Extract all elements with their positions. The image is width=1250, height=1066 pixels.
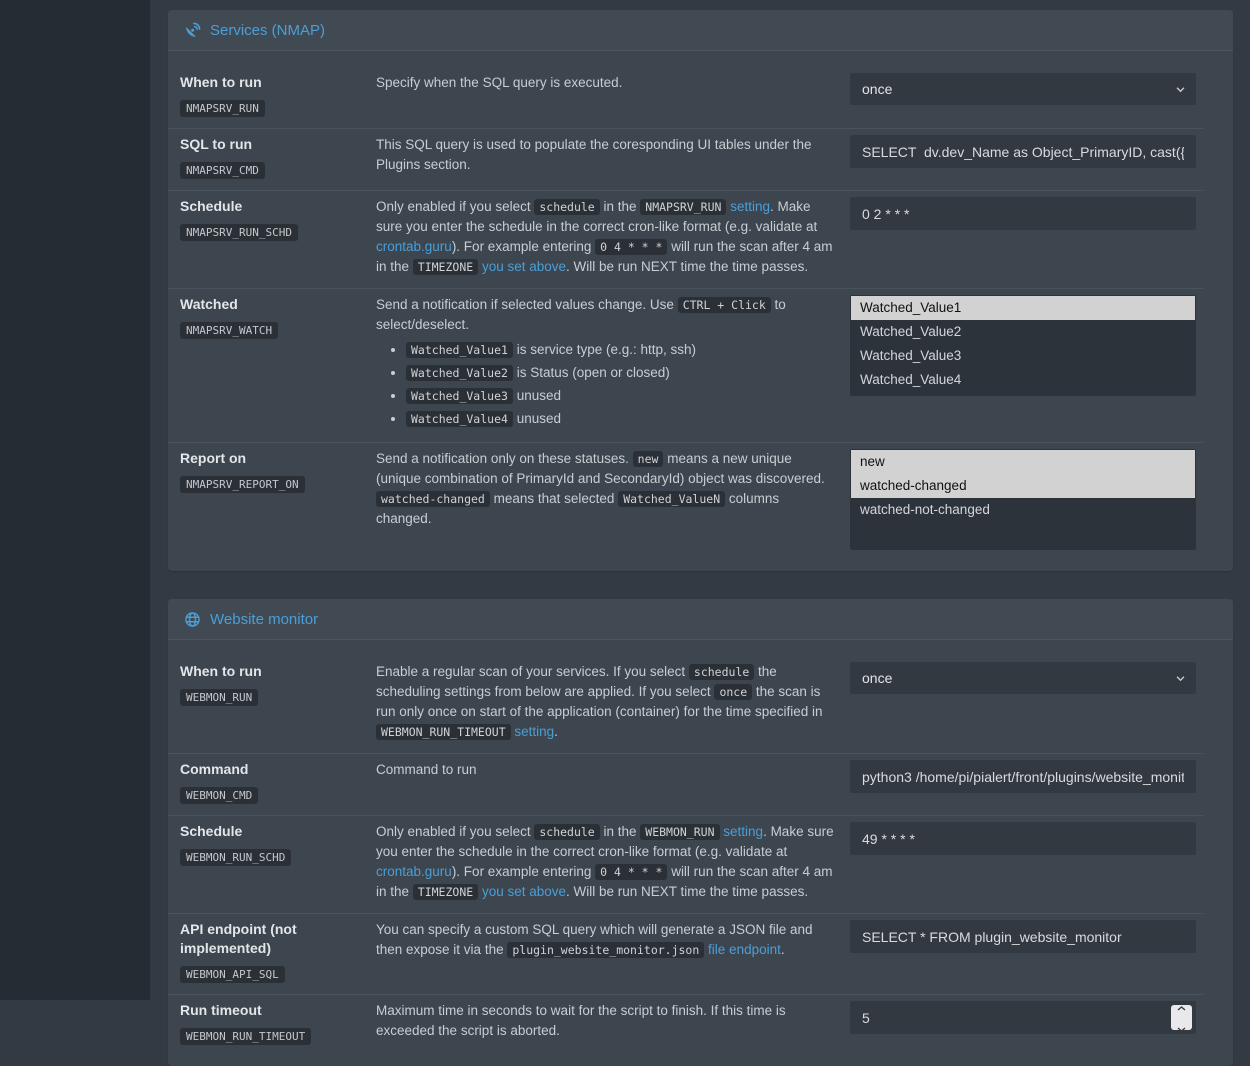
setting-description: Maximum time in seconds to wait for the script to finish. If this time is exceeded the script is aborted. xyxy=(376,1003,786,1038)
listbox-option[interactable]: new xyxy=(851,450,1195,474)
settings-content xyxy=(150,0,1250,1066)
setting-code-badge: NMAPSRV_WATCH xyxy=(180,322,278,339)
inline-code: watched-changed xyxy=(376,491,490,507)
setting-label: When to run xyxy=(180,663,262,679)
select-value: once xyxy=(862,81,893,97)
description-bullet: • Watched_Value2 is Status (open or closed) xyxy=(406,362,836,384)
inline-code: NMAPSRV_RUN xyxy=(640,199,726,215)
select-NMAPSRV_RUN[interactable] xyxy=(850,73,1196,105)
setting-row-WEBMON_RUN_TIMEOUT xyxy=(168,994,1233,1066)
number-spinner[interactable] xyxy=(1171,1005,1192,1030)
inline-code: TIMEZONE xyxy=(413,259,478,275)
setting-description: Enable a regular scan of your services. If you select schedule the scheduling settings from below are applied. If you select once the scan is run only once on start of the application (container) for the time specified in WEBMON_RUN_TIMEOUT setting. xyxy=(376,664,823,739)
setting-code-badge: NMAPSRV_CMD xyxy=(180,162,265,179)
setting-label: Report on xyxy=(180,450,247,466)
setting-code-badge: WEBMON_RUN_TIMEOUT xyxy=(180,1028,311,1045)
select-WEBMON_RUN[interactable] xyxy=(850,662,1196,694)
description-bullet: • Watched_Value3 unused xyxy=(406,385,836,407)
inline-link[interactable]: crontab.guru xyxy=(376,239,452,254)
inline-code: CTRL + Click xyxy=(678,297,771,313)
inline-code: WEBMON_RUN xyxy=(640,824,719,840)
setting-label: API endpoint (not implemented) xyxy=(180,921,297,956)
input-NMAPSRV_RUN_SCHD[interactable] xyxy=(850,197,1196,230)
setting-label: Command xyxy=(180,761,249,777)
inline-code: new xyxy=(633,451,664,467)
setting-code-badge: WEBMON_RUN_SCHD xyxy=(180,849,291,866)
chevron-down-icon xyxy=(1175,673,1186,684)
setting-label: SQL to run xyxy=(180,136,253,152)
inline-code: schedule xyxy=(534,824,599,840)
setting-description: Send a notification only on these statuses. new means a new unique (unique combination of PrimaryId and SecondaryId) object was discovered. watched-changed means that selected Watched_ValueN columns changed. xyxy=(376,451,825,526)
setting-description: Send a notification if selected values change. Use CTRL + Click to select/deselect. • Watched_Value1 is service type (e.g.: http, ssh) • Watched_Value2 is Status (open or closed) • Watched_Value3 unused • Watched_Value4 unused xyxy=(376,295,850,431)
setting-code-badge: WEBMON_CMD xyxy=(180,787,258,804)
setting-code-badge: WEBMON_RUN xyxy=(180,689,258,706)
panel-title: Services (NMAP) xyxy=(210,21,326,39)
listbox-option[interactable]: Watched_Value4 xyxy=(860,372,962,387)
input-WEBMON_API_SQL[interactable] xyxy=(850,920,1196,953)
listbox-NMAPSRV_WATCH xyxy=(850,295,1196,396)
inline-code: Watched_Value3 xyxy=(406,388,513,404)
setting-row-NMAPSRV_CMD xyxy=(168,128,1233,190)
listbox-option[interactable]: Watched_Value1 xyxy=(851,296,1195,320)
setting-label: When to run xyxy=(180,74,262,90)
setting-label: Schedule xyxy=(180,823,243,839)
setting-row-NMAPSRV_RUN_SCHD xyxy=(168,190,1233,288)
setting-description: You can specify a custom SQL query which will generate a JSON file and then expose it via the plugin_website_monitor.json file endpoint. xyxy=(376,922,813,957)
input-WEBMON_CMD[interactable] xyxy=(850,760,1196,793)
listbox-NMAPSRV_REPORT_ON xyxy=(850,449,1196,550)
setting-row-NMAPSRV_WATCH xyxy=(168,288,1233,442)
input-WEBMON_RUN_TIMEOUT[interactable] xyxy=(850,1001,1196,1034)
setting-description: Specify when the SQL query is executed. xyxy=(376,75,623,90)
description-bullet-list xyxy=(376,339,836,430)
panel-services-nmap xyxy=(168,10,1233,571)
setting-row-NMAPSRV_REPORT_ON xyxy=(168,442,1233,571)
setting-label: Run timeout xyxy=(180,1002,262,1018)
inline-code: TIMEZONE xyxy=(413,884,478,900)
listbox-option[interactable]: watched-changed xyxy=(851,474,1195,498)
globe-icon xyxy=(184,611,201,628)
inline-code: WEBMON_RUN_TIMEOUT xyxy=(376,724,511,740)
panel-website-monitor xyxy=(168,599,1233,1066)
panel-header xyxy=(168,10,1233,51)
setting-description: Only enabled if you select schedule in the NMAPSRV_RUN setting. Make sure you enter the schedule in the correct cron-like format (e.g. validate at crontab.guru). For example entering 0 4 * * * will run the scan after 4 am in the TIMEZONE you set above. Will be run NEXT time the time passes. xyxy=(376,199,833,274)
inline-code: Watched_Value4 xyxy=(406,411,513,427)
inline-code: plugin_website_monitor.json xyxy=(507,942,704,958)
listbox-option[interactable]: Watched_Value2 xyxy=(860,324,962,339)
input-WEBMON_RUN_SCHD[interactable] xyxy=(850,822,1196,855)
panel-header xyxy=(168,599,1233,640)
listbox-option[interactable]: watched-not-changed xyxy=(860,502,990,517)
inline-link[interactable]: setting xyxy=(514,724,555,739)
app-sidebar xyxy=(0,0,150,1000)
chevron-down-icon xyxy=(1175,84,1186,95)
select-value: once xyxy=(862,670,893,686)
setting-row-WEBMON_RUN_SCHD xyxy=(168,815,1233,913)
inline-code: Watched_Value2 xyxy=(406,365,513,381)
panel-title: Website monitor xyxy=(210,610,319,628)
inline-link[interactable]: file endpoint xyxy=(708,942,781,957)
setting-row-NMAPSRV_RUN xyxy=(168,51,1233,128)
inline-code: once xyxy=(714,684,752,700)
setting-row-WEBMON_CMD xyxy=(168,753,1233,815)
description-bullet: • Watched_Value1 is service type (e.g.: http, ssh) xyxy=(406,339,836,361)
setting-label: Watched xyxy=(180,296,238,312)
inline-code: schedule xyxy=(534,199,599,215)
setting-description: Only enabled if you select schedule in the WEBMON_RUN setting. Make sure you enter the schedule in the correct cron-like format (e.g. validate at crontab.guru). For example entering 0 4 * * * will run the scan after 4 am in the TIMEZONE you set above. Will be run NEXT time the time passes. xyxy=(376,824,834,899)
setting-row-WEBMON_API_SQL xyxy=(168,913,1233,994)
setting-code-badge: NMAPSRV_RUN_SCHD xyxy=(180,224,298,241)
inline-link[interactable]: crontab.guru xyxy=(376,864,452,879)
inline-link[interactable]: setting xyxy=(730,199,770,214)
inline-code: Watched_ValueN xyxy=(618,491,725,507)
inline-code: schedule xyxy=(689,664,754,680)
listbox-option[interactable]: Watched_Value3 xyxy=(860,348,962,363)
description-bullet: • Watched_Value4 unused xyxy=(406,408,836,430)
inline-link[interactable]: setting xyxy=(723,824,764,839)
setting-code-badge: NMAPSRV_RUN xyxy=(180,100,265,117)
inline-code: 0 4 * * * xyxy=(595,239,667,255)
inline-code: 0 4 * * * xyxy=(595,864,667,880)
inline-link[interactable]: you set above xyxy=(481,884,566,899)
setting-description: Command to run xyxy=(376,762,477,777)
setting-label: Schedule xyxy=(180,198,243,214)
input-NMAPSRV_CMD[interactable] xyxy=(850,135,1196,168)
inline-code: Watched_Value1 xyxy=(406,342,513,358)
spinner-up-button[interactable] xyxy=(1177,998,1186,1016)
setting-code-badge: WEBMON_API_SQL xyxy=(180,966,285,983)
satellite-dish-icon xyxy=(184,22,201,39)
inline-link[interactable]: you set above xyxy=(481,259,566,274)
setting-description: This SQL query is used to populate the coresponding UI tables under the Plugins section. xyxy=(376,137,812,172)
spinner-down-button[interactable] xyxy=(1177,1019,1186,1037)
setting-code-badge: NMAPSRV_REPORT_ON xyxy=(180,476,305,493)
setting-row-WEBMON_RUN xyxy=(168,640,1233,753)
